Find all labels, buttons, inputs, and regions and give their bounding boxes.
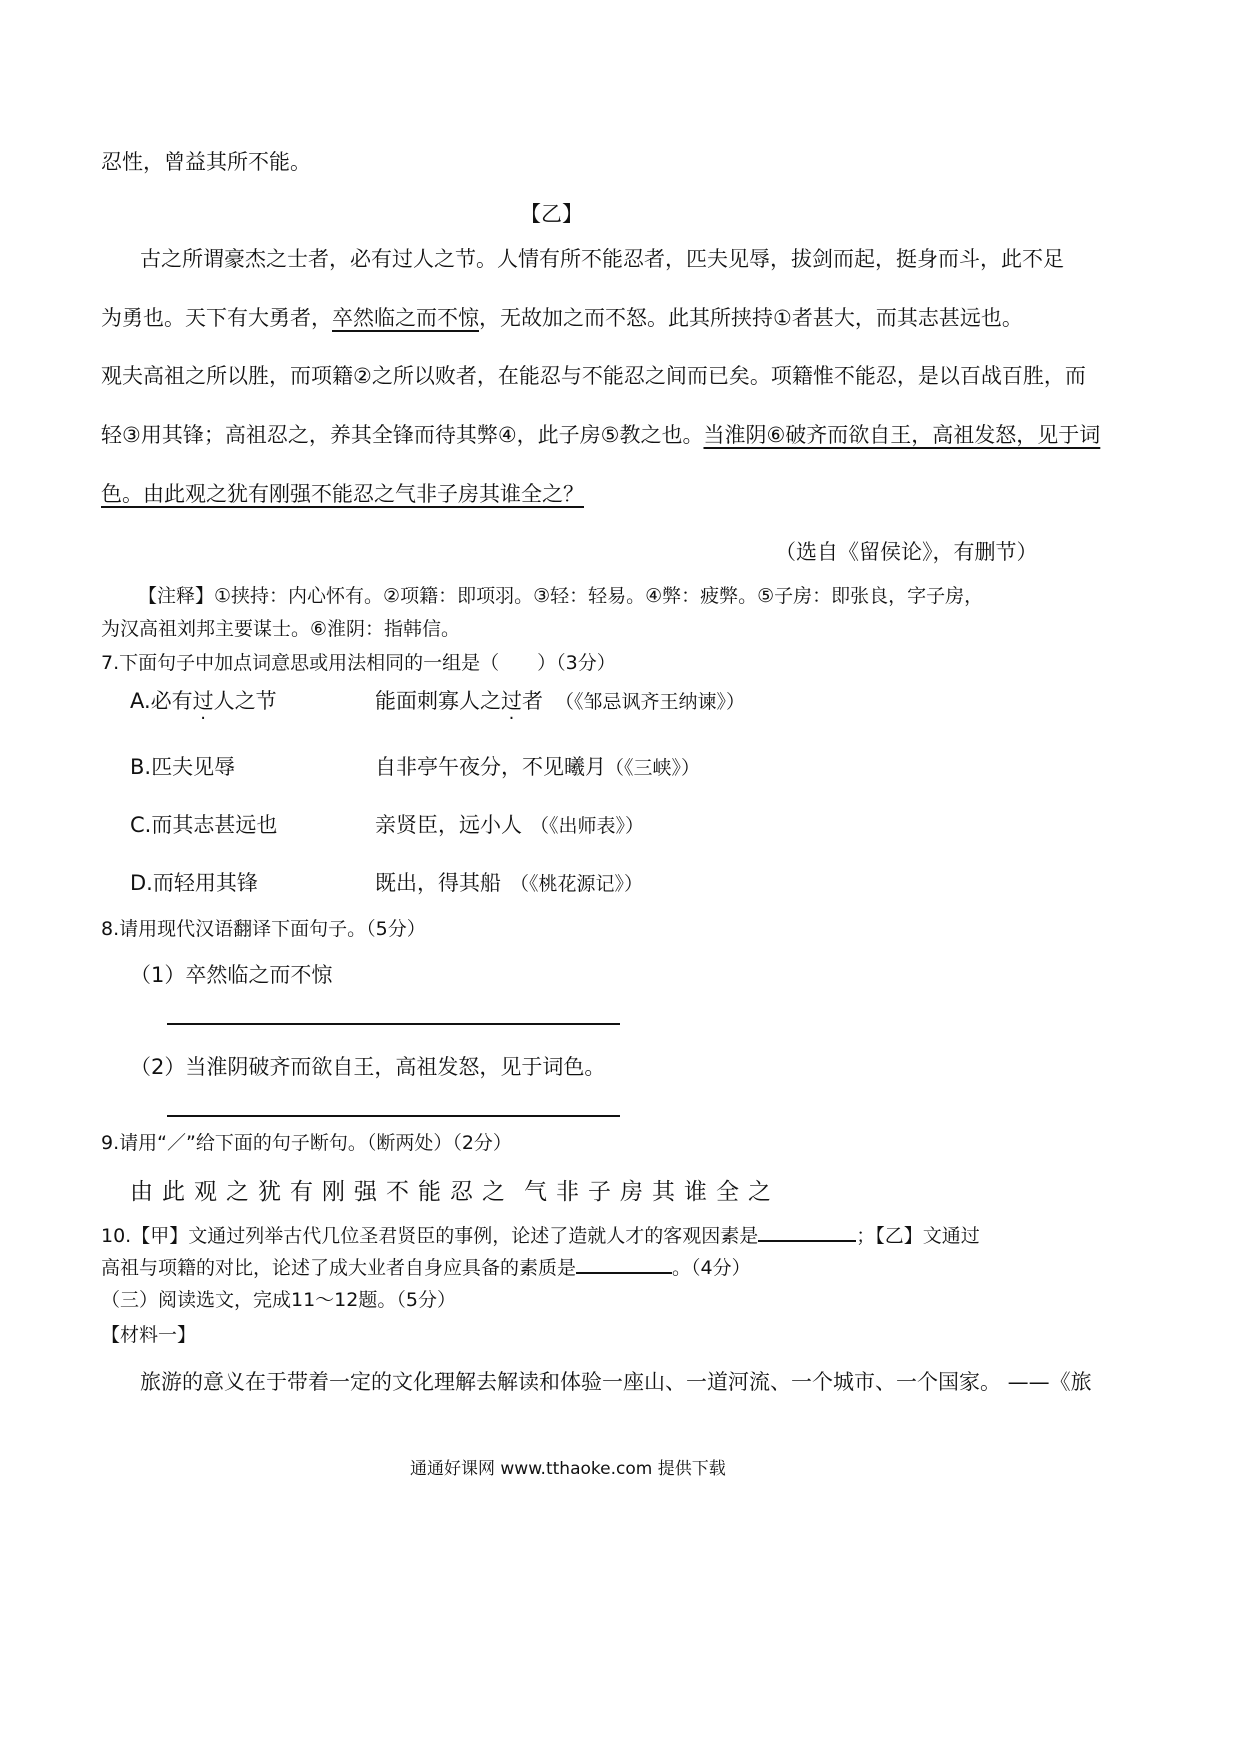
answer-blank-1[interactable] bbox=[758, 1220, 856, 1242]
q7-option-b-right: 自非亭午夜分，不见曦月 bbox=[375, 755, 606, 779]
passage-text: 轻③用其锋；高祖忍之，养其全锋而待其弊④，此子房⑤教之也。 bbox=[101, 423, 704, 447]
dotted-word: 过 bbox=[501, 689, 522, 713]
question-7-stem: 7.下面句子中加点词意思或用法相同的一组是（ ）（3分） bbox=[101, 652, 616, 674]
q7-option-a bbox=[130, 685, 277, 715]
passage-yi-line-4 bbox=[101, 419, 1100, 449]
section-3-heading: （三）阅读选文，完成11～12题。（5分） bbox=[101, 1289, 456, 1311]
source-citation: （选自《留侯论》，有删节） bbox=[775, 540, 1038, 564]
material-1-label: 【材料一】 bbox=[101, 1324, 197, 1346]
option-label: D. bbox=[130, 871, 153, 895]
q7-option-d-source: （《桃花源记》） bbox=[510, 873, 644, 895]
option-left-text: 而轻用其锋 bbox=[152, 871, 258, 895]
option-label: A. bbox=[130, 689, 151, 713]
q9-sentence-part-1: 由此观之犹有刚强不能忍之 bbox=[130, 1179, 514, 1205]
question-9-stem: 9.请用“／”给下面的句子断句。（断两处）（2分） bbox=[101, 1132, 512, 1154]
q7-option-b-source: （《三峡》） bbox=[605, 757, 701, 779]
q7-option-c-right: 亲贤臣，远小人 bbox=[375, 813, 522, 837]
passage-yi-line-3: 观夫高祖之所以胜，而项籍②之所以败者，在能忍与不能忍之间而已矣。项籍惟不能忍，是以百战百胜，而 bbox=[101, 364, 1086, 388]
q7-option-d bbox=[130, 867, 258, 897]
option-label: C. bbox=[130, 813, 152, 837]
option-label: B. bbox=[130, 755, 152, 779]
dotted-word: 过 bbox=[192, 689, 214, 713]
question-10-line-1: 10.【甲】文通过列举古代几位圣君贤臣的事例，论述了造就人才的客观因素是 ；【乙】文通过 bbox=[101, 1220, 980, 1248]
question-8-stem: 8.请用现代汉语翻译下面句子。（5分） bbox=[101, 918, 426, 940]
underlined-phrase: 卒然临之而不惊 bbox=[332, 306, 479, 330]
q7-option-a-right: 能面刺寡人之过者 bbox=[375, 689, 543, 713]
passage-yi-line-5 bbox=[101, 478, 584, 508]
page-footer: 通通好课网 www.tthaoke.com 提供下载 bbox=[410, 1459, 726, 1479]
passage-text: ，无故加之而不怒。此其所挟持①者甚大，而其志甚远也。 bbox=[479, 306, 1023, 330]
option-left-text: 而其志甚远也 bbox=[151, 813, 278, 837]
q9-sentence bbox=[130, 1173, 780, 1206]
q7-option-c bbox=[130, 809, 277, 839]
q8-item-2: （2）当淮阴破齐而欲自王，高祖发怒，见于词色。 bbox=[130, 1055, 606, 1079]
annotation-line-1: 【注释】①挟持：内心怀有。②项籍：即项羽。③轻：轻易。④弊：疲弊。⑤子房：即张良，字子房， bbox=[138, 585, 984, 607]
passage-yi-line-2 bbox=[101, 302, 1023, 332]
underlined-sentence: 当淮阴⑥破齐而欲自王，高祖发怒，见于词 bbox=[703, 423, 1101, 447]
q7-option-b bbox=[130, 751, 235, 781]
option-left-text: 匹夫见辱 bbox=[151, 755, 236, 779]
q8-item-1: （1）卒然临之而不惊 bbox=[130, 963, 333, 987]
q7-option-a-source: （《邹忌讽齐王纳谏》） bbox=[555, 691, 746, 713]
question-10-line-2: 高祖与项籍的对比，论述了成大业者自身应具备的素质是 。（4分） bbox=[101, 1252, 751, 1280]
passage-yi-heading: 【乙】 bbox=[520, 202, 583, 226]
answer-blank-2[interactable] bbox=[576, 1252, 672, 1274]
option-left-text: 必有过人之节 bbox=[150, 689, 277, 713]
answer-line-1[interactable] bbox=[167, 1023, 620, 1025]
passage-text: 为勇也。天下有大勇者， bbox=[101, 306, 332, 330]
answer-line-2[interactable] bbox=[167, 1115, 620, 1117]
annotation-line-2: 为汉高祖刘邦主要谋士。⑥淮阴：指韩信。 bbox=[101, 618, 461, 640]
q7-option-d-right: 既出，得其船 bbox=[375, 871, 501, 895]
q7-option-c-source: （《出师表》） bbox=[530, 815, 645, 837]
material-1-text: 旅游的意义在于带着一定的文化理解去解读和体验一座山、一道河流、一个城市、一个国家。 ——《旅 bbox=[140, 1370, 1092, 1394]
passage-yi-line-1: 古之所谓豪杰之士者，必有过人之节。人情有所不能忍者，匹夫见辱，拔剑而起，挺身而斗，此不足 bbox=[140, 247, 1064, 271]
q9-sentence-part-2: 气非子房其谁全之 bbox=[524, 1179, 780, 1205]
passage-jia-tail: 忍性，曾益其所不能。 bbox=[101, 150, 311, 174]
underlined-sentence: 色。由此观之犹有刚强不能忍之气非子房其谁全之？ bbox=[101, 482, 584, 506]
